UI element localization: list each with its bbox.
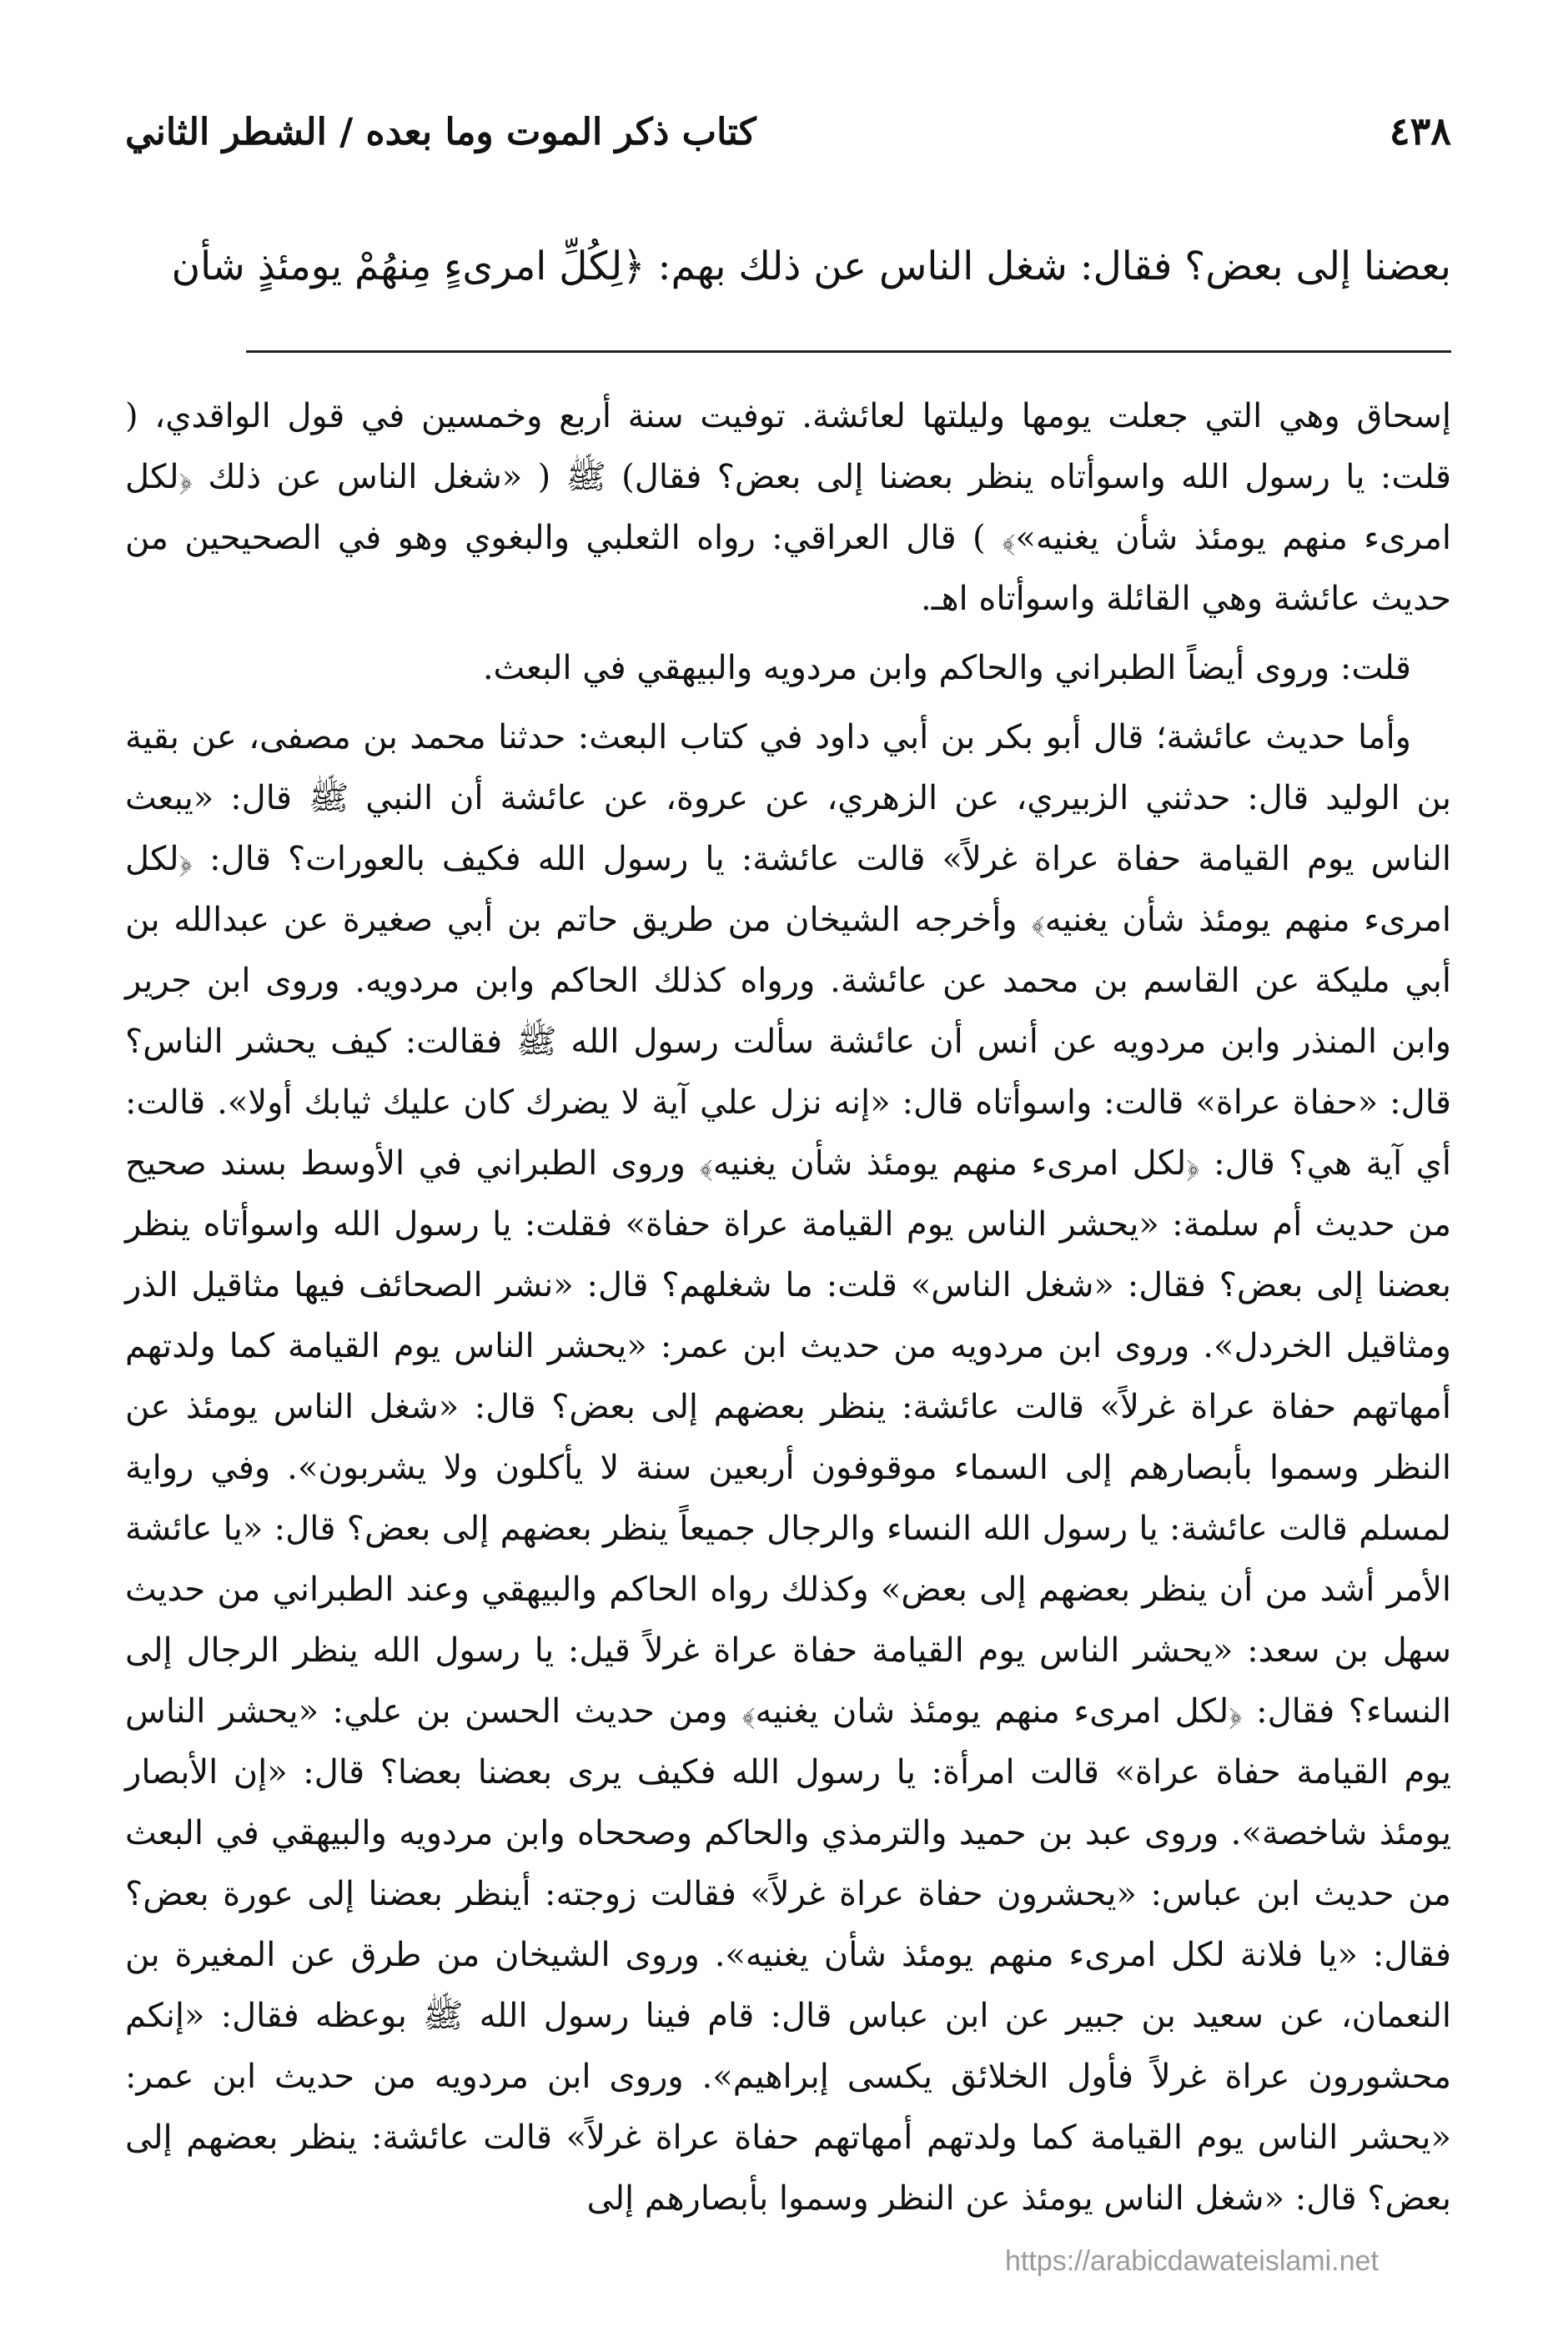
footnote-paragraph-1: إسحاق وهي التي جعلت يومها وليلتها لعائشة. توفيت سنة أربع وخمسين في قول الواقدي، ( قلت: يا رسول الله واسوأتاه ينظر بعضنا إلى بعض؟ فقال) ﷺ ( «شغل الناس عن ذلك ﴿لكل امرىء منهم يومئذ شأن يغنيه»﴾ ) قال العراقي: رواه الثعلبي والبغوي وهو في الصحيحين من حديث عائشة وهي القائلة واسوأتاه اهـ. — [125, 397, 1451, 618]
main-text-line: بعضنا إلى بعض؟ فقال: شغل الناس عن ذلك بهم: ﴿لِكُلِّ امرىءٍ مِنهُمْ يومئذٍ شأن — [171, 244, 1451, 289]
book-page — [125, 108, 1451, 2294]
page-header — [125, 108, 1451, 175]
footnote-paragraph-2: قلت: وروى أيضاً الطبراني والحاكم وابن مردويه والبيهقي في البعث. — [482, 649, 1411, 687]
running-title: كتاب ذكر الموت وما بعده / الشطر الثاني — [125, 111, 756, 153]
footnote-paragraph-3: وأما حديث عائشة؛ قال أبو بكر بن أبي داود في كتاب البعث: حدثنا محمد بن مصفى، عن بقية بن الوليد قال: حدثني الزبيري، عن الزهري، عن عروة، عن عائشة أن النبي ﷺ قال: «يبعث الناس يوم القيامة حفاة عراة غرلاً» قالت عائشة: يا رسول الله فكيف بالعورات؟ قال: ﴿لكل امرىء منهم يومئذ شأن يغنيه﴾ وأخرجه الشيخان من طريق حاتم بن أبي صغيرة عن عبدالله بن أبي مليكة عن القاسم بن محمد عن عائشة. ورواه كذلك الحاكم وابن مردويه. وروى ابن جرير وابن المنذر وابن مردويه عن أنس أن عائشة سألت رسول الله ﷺ فقالت: كيف يحشر الناس؟ قال: «حفاة عراة» قالت: واسوأتاه قال: «إنه نزل علي آية لا يضرك كان عليك ثيابك أولا». قالت: أي آية هي؟ قال: ﴿لكل امرىء منهم يومئذ شأن يغنيه﴾ وروى الطبراني في الأوسط بسند صحيح من حديث أم سلمة: «يحشر الناس يوم القيامة عراة حفاة» فقلت: يا رسول الله واسوأتاه ينظر بعضنا إلى بعض؟ فقال: «شغل الناس» قلت: ما شغلهم؟ قال: «نشر الصحائف فيها مثاقيل الذر ومثاقيل الخردل». وروى ابن مردويه من حديث ابن عمر: «يحشر الناس يوم القيامة كما ولدتهم أمهاتهم حفاة عراة غرلاً» قالت عائشة: ينظر بعضهم إلى بعض؟ قال: «شغل الناس يومئذ عن النظر وسموا بأبصارهم إلى السماء موقوفون أربعين سنة لا يأكلون ولا يشربون». وفي رواية لمسلم قالت عائشة: يا رسول الله النساء والرجال جميعاً ينظر بعضهم إلى بعض؟ قال: «يا عائشة الأمر أشد من أن ينظر بعضهم إلى بعض» وكذلك رواه الحاكم والبيهقي وعند الطبراني من حديث سهل بن سعد: «يحشر الناس يوم القيامة حفاة عراة غرلاً قيل: يا رسول الله ينظر الرجال إلى النساء؟ فقال: ﴿لكل امرىء منهم يومئذ شان يغنيه﴾ ومن حديث الحسن بن علي: «يحشر الناس يوم القيامة حفاة عراة» قالت امرأة: يا رسول الله فكيف يرى بعضنا بعضا؟ قال: «إن الأبصار يومئذ شاخصة». وروى عبد بن حميد والترمذي والحاكم وصححاه وابن مردويه والبيهقي في البعث من حديث ابن عباس: «يحشرون حفاة عراة غرلاً» فقالت زوجته: أينظر بعضنا إلى عورة بعض؟ فقال: «يا فلانة لكل امرىء منهم يومئذ شأن يغنيه». وروى الشيخان من طرق عن المغيرة بن النعمان، عن سعيد بن جبير عن ابن عباس قال: قام فينا رسول الله ﷺ بوعظه فقال: «إنكم محشورون عراة غرلاً فأول الخلائق يكسى إبراهيم». وروى ابن مردويه من حديث ابن عمر: «يحشر الناس يوم القيامة كما ولدتهم أمهاتهم حفاة عراة غرلاً» قالت عائشة: ينظر بعضهم إلى بعض؟ قال: «شغل الناس يومئذ عن النظر وسموا بأبصارهم إلى — [125, 718, 1452, 2218]
footnote-separator — [246, 350, 1451, 353]
footnotes-section — [125, 386, 1451, 2229]
page-number: ٤٣٨ — [1389, 108, 1451, 153]
watermark-url: https://arabicdawateislami.net — [1005, 2245, 1379, 2277]
